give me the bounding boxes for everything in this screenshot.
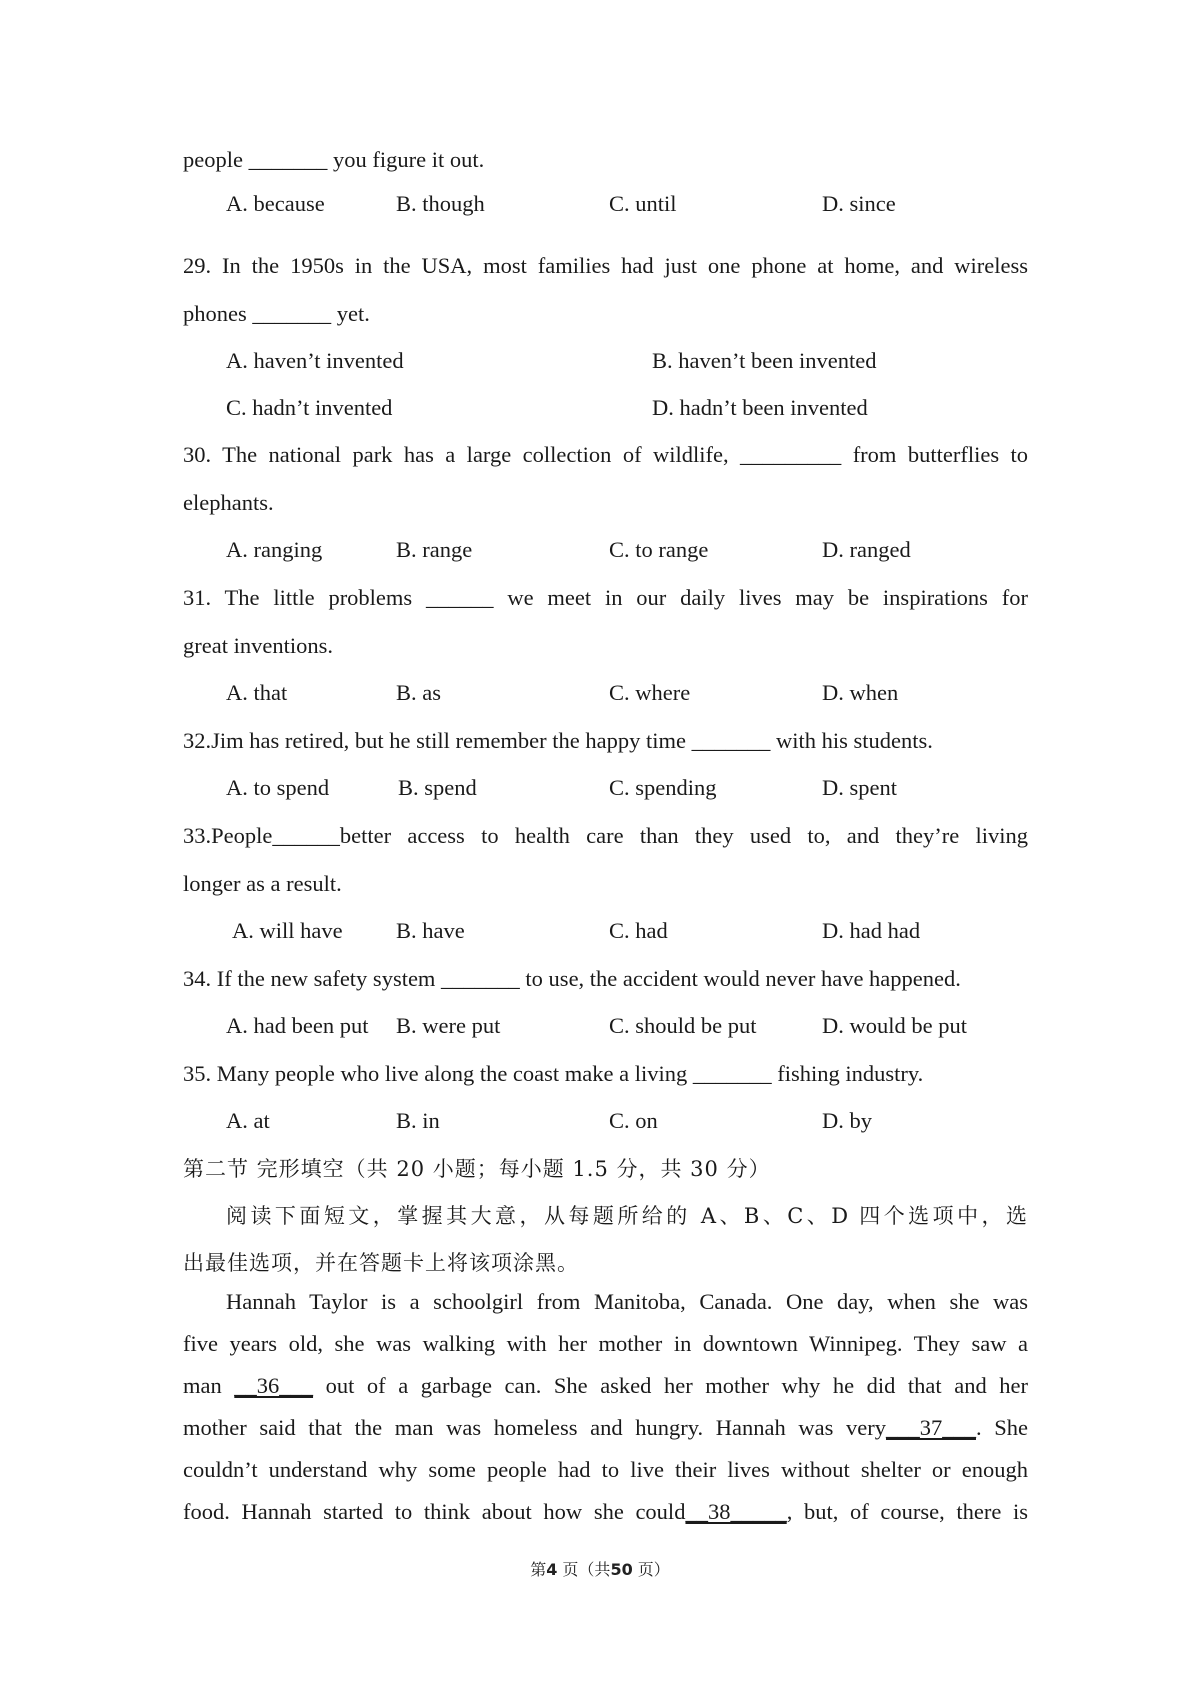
option-c: C. should be put: [609, 1013, 757, 1038]
option-d: D. by: [822, 1108, 872, 1133]
option-c: C. to range: [609, 537, 709, 562]
option-b: B. range: [396, 537, 473, 562]
q29-stem-end: phones _______ yet.: [183, 301, 370, 326]
q31-stem: 31. The little problems ______ we meet in our daily lives may be inspirations for: [183, 585, 1028, 610]
option-b: B. though: [396, 191, 485, 216]
option-a: A. will have: [232, 918, 343, 943]
option-c: C. hadn’t invented: [226, 395, 393, 420]
option-a: A. had been put: [226, 1013, 369, 1038]
q30-stem: 30. The national park has a large collection of wildlife, _________ from butterflies to: [183, 442, 1028, 467]
option-a: A. because: [226, 191, 325, 216]
passage-line: couldn’t understand why some people had to live their lives without shelter or enough: [183, 1457, 1028, 1482]
q34-stem: 34. If the new safety system _______ to use, the accident would never have happened.: [183, 966, 961, 991]
option-b: B. in: [396, 1108, 440, 1133]
blank-36: __36___: [234, 1373, 314, 1398]
option-c: C. where: [609, 680, 691, 705]
q33-stem: 33.People______better access to health care than they used to, and they’re living: [183, 823, 1028, 848]
option-b: B. were put: [396, 1013, 501, 1038]
option-c: C. spending: [609, 775, 717, 800]
passage-line: five years old, she was walking with her mother in downtown Winnipeg. They saw a: [183, 1331, 1028, 1356]
option-d: D. when: [822, 680, 899, 705]
passage-line: Hannah Taylor is a schoolgirl from Manitoba, Canada. One day, when she was: [226, 1289, 1028, 1314]
section-2-instructions-end: 出最佳选项，并在答题卡上将该项涂黑。: [183, 1251, 579, 1275]
option-c: C. had: [609, 918, 668, 943]
option-a: A. at: [226, 1108, 270, 1133]
passage-line: food. Hannah started to think about how she could__38_____, but, of course, there is: [183, 1499, 1028, 1524]
option-d: D. hadn’t been invented: [652, 395, 868, 420]
option-b: B. as: [396, 680, 441, 705]
option-b: B. have: [396, 918, 465, 943]
blank-37: ___37___: [885, 1415, 976, 1440]
q35-stem: 35. Many people who live along the coast make a living _______ fishing industry.: [183, 1061, 924, 1086]
q31-stem-end: great inventions.: [183, 633, 333, 658]
option-a: A. that: [226, 680, 288, 705]
q32-stem: 32.Jim has retired, but he still remember the happy time _______ with his students.: [183, 728, 933, 753]
option-b: B. spend: [398, 775, 477, 800]
passage-line: mother said that the man was homeless and hungry. Hannah was very___37___. She: [183, 1415, 1028, 1440]
passage-line: man __36___ out of a garbage can. She asked her mother why he did that and her: [183, 1373, 1028, 1398]
q30-stem-end: elephants.: [183, 490, 274, 515]
option-d: D. had had: [822, 918, 921, 943]
q33-stem-end: longer as a result.: [183, 871, 342, 896]
option-a: A. ranging: [226, 537, 323, 562]
section-2-title: 第二节 完形填空（共 20 小题；每小题 1.5 分，共 30 分）: [183, 1157, 771, 1181]
page-number-footer: 第4 页（共50 页）: [530, 1560, 670, 1579]
option-d: D. spent: [822, 775, 897, 800]
q28-stem-end: people _______ you figure it out.: [183, 147, 485, 172]
blank-38: __38_____: [685, 1499, 787, 1524]
option-d: D. ranged: [822, 537, 911, 562]
option-a: A. to spend: [226, 775, 330, 800]
option-c: C. on: [609, 1108, 658, 1133]
option-d: D. would be put: [822, 1013, 967, 1038]
option-c: C. until: [609, 191, 677, 216]
current-page: 4: [546, 1560, 558, 1579]
option-a: A. haven’t invented: [226, 348, 404, 373]
q29-stem: 29. In the 1950s in the USA, most families had just one phone at home, and wireless: [183, 253, 1028, 278]
section-2-instructions: 阅读下面短文，掌握其大意，从每题所给的 A、B、C、D 四个选项中，选: [226, 1204, 1028, 1228]
total-pages: 50: [610, 1560, 633, 1579]
option-d: D. since: [822, 191, 896, 216]
option-b: B. haven’t been invented: [652, 348, 877, 373]
